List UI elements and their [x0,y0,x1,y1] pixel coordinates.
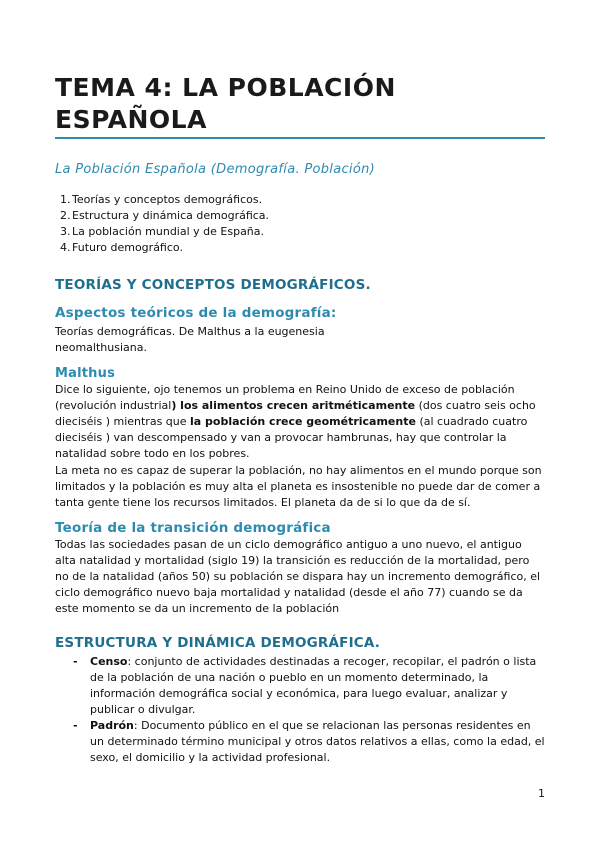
definitions-list [55,654,545,766]
malthus-emphasis-food: ) los alimentos crecen aritméticamente [171,399,416,412]
toc-item [60,240,269,256]
subheading-transition: Teoría de la transición demográfica [55,520,331,536]
aspects-line-1: Teorías demográficas. De Malthus a la eugenesia [55,325,325,338]
table-of-contents [60,192,269,256]
malthus-text-c: (dos cuatro seis ocho dieciséis ) mientras que [55,399,536,428]
toc-text: Estructura y dinámica demográfica. [72,209,270,222]
toc-item [60,224,269,240]
subheading-aspects: Aspectos teóricos de la demografía: [55,305,337,321]
malthus-paragraph-2: La meta no es capaz de superar la población, no hay alimentos en el mundo porque son limitados y la población es muy alta el planeta es insostenible no puede dar de comer a tanta gente tiene los recursos limitados. El planeta da de si lo que da de sí. [55,464,542,509]
toc-number: 4. [60,241,71,254]
section-heading-theories: TEORÍAS Y CONCEPTOS DEMOGRÁFICOS. [55,277,371,293]
toc-number: 3. [60,225,71,238]
transition-paragraph: Todas las sociedades pasan de un ciclo demográfico antiguo a uno nuevo, el antiguo alta natalidad y mortalidad (siglo 19) la transición es reducción de la mortalidad, pero no de la natalidad (años 50) su población se dispara hay un incremento demográfico, el ciclo demográfico nuevo baja mortalidad y natalidad (desde el año 77) cuando se da este momento se da un incremento de la población [55,538,541,615]
malthus-paragraph-1 [55,382,545,462]
toc-text: Teorías y conceptos demográficos. [72,193,263,206]
definition-term: Padrón [90,719,134,732]
aspects-line-2: neomalthusiana. [55,341,147,354]
document-subtitle: La Población Española (Demografía. Población) [55,162,375,177]
bullet-dash: - [73,655,78,668]
aspects-paragraph [55,324,545,356]
toc-item [60,208,269,224]
section-heading-structure: ESTRUCTURA Y DINÁMICA DEMOGRÁFICA. [55,635,381,651]
definition-text: : conjunto de actividades destinadas a recoger, recopilar, el padrón o lista de la población de una nación o pueblo en un momento determinado, la información demográfica social y económica, para luego evaluar, analizar y publicar o divulgar. [90,655,537,716]
page-title: TEMA 4: LA POBLACIÓN ESPAÑOLA [55,73,396,134]
definition-text: : Documento público en el que se relacionan las personas residentes en un determinado término municipal y otros datos relativos a ellas, como la edad, el sexo, el domicilio y la actividad profesional. [90,719,545,764]
page-number: 1 [538,787,545,800]
toc-text: La población mundial y de España. [72,225,265,238]
list-item [55,654,545,718]
definition-term: Censo [90,655,128,668]
bullet-dash: - [73,719,78,732]
toc-number: 2. [60,209,71,222]
toc-text: Futuro demográfico. [72,241,183,254]
toc-item [60,192,269,208]
malthus-emphasis-population: la población crece geométricamente [190,415,416,428]
toc-number: 1. [60,193,71,206]
malthus-text-a: Dice lo siguiente, ojo tenemos un problema en Reino Unido de exceso de población (revolución industrial [55,383,515,412]
subheading-malthus: Malthus [55,366,116,381]
list-item [55,718,545,766]
malthus-text-e: (al cuadrado cuatro dieciséis ) van descompensado y van a provocar hambrunas, hay que controlar la natalidad sobre todo en los pobres. [55,415,528,460]
title-divider [55,137,545,139]
